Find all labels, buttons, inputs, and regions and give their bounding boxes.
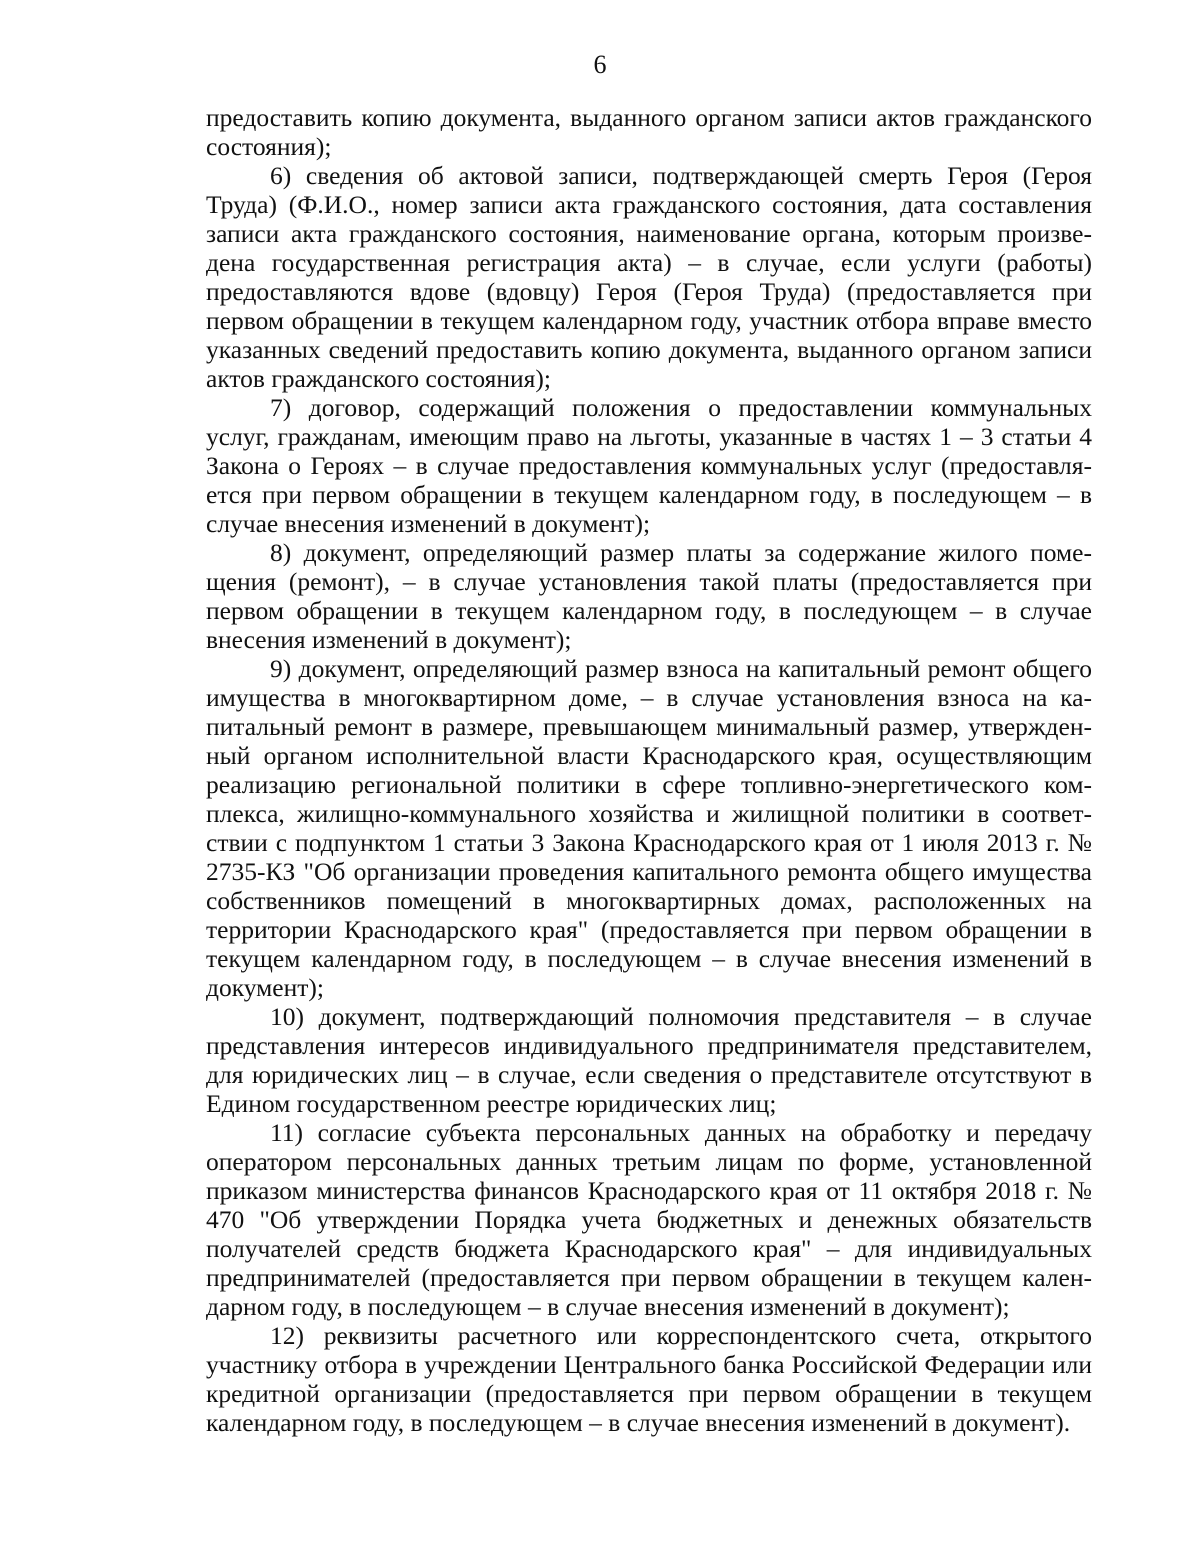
paragraph-item-11: 11) согласие субъекта персональных данных на обработку и передачу оператором персональных данных третьим лицам по форме, установленной приказом министерства финансов Краснодарского края от 11 октября 2018 г. № 470 "Об утверждении Порядка учета бюджетных и денежных обязательств получателей средств бюджета Краснодарского края" – для индивидуальных предпринимателей (предоставляется при первом обращении в текущем календарном году, в последующем – в случае внесения изменений в документ); (206, 1118, 1092, 1321)
paragraph-item-12: 12) реквизиты расчетного или корреспондентского счета, открытого участнику отбора в учреждении Центрального банка Российской Федерации или кредитной организации (предоставляется при первом обращении в текущем календарном году, в последующем – в случае внесения изменений в документ). (206, 1321, 1092, 1437)
paragraph-item-9: 9) документ, определяющий размер взноса на капитальный ремонт общего имущества в многоквартирном доме, – в случае установления взноса на капитальный ремонт в размере, превышающем минимальный размер, утвержденный органом исполнительной власти Краснодарского края, осуществляющим реализацию региональной политики в сфере топливно-энергетического комплекса, жилищно-коммунального хозяйства и жилищной политики в соответствии с подпунктом 1 статьи 3 Закона Краснодарского края от 1 июля 2013 г. № 2735-КЗ "Об организации проведения капитального ремонта общего имущества собственников помещений в многоквартирных домах, расположенных на территории Краснодарского края" (предоставляется при первом обращении в текущем календарном году, в последующем – в случае внесения изменений в документ); (206, 654, 1092, 1002)
document-body (206, 103, 1092, 1437)
paragraph-item-7: 7) договор, содержащий положения о предоставлении коммунальных услуг, гражданам, имеющим право на льготы, указанные в частях 1 – 3 статьи 4 Закона о Героях – в случае предоставления коммунальных услуг (предоставляется при первом обращении в текущем календарном году, в последующем – в случае внесения изменений в документ); (206, 393, 1092, 538)
paragraph-item-10: 10) документ, подтверждающий полномочия представителя – в случае представления интересов индивидуального предпринимателя представителем, для юридических лиц – в случае, если сведения о представителе отсутствуют в Едином государственном реестре юридических лиц; (206, 1002, 1092, 1118)
paragraph-item-6: 6) сведения об актовой записи, подтверждающей смерть Героя (Героя Труда) (Ф.И.О., номер записи акта гражданского состояния, дата составления записи акта гражданского состояния, наименование органа, которым произведена государственная регистрация акта) – в случае, если услуги (работы) предоставляются вдове (вдовцу) Героя (Героя Труда) (предоставляется при первом обращении в текущем календарном году, участник отбора вправе вместо указанных сведений предоставить копию документа, выданного органом записи актов гражданского состояния); (206, 161, 1092, 393)
paragraph-item-8: 8) документ, определяющий размер платы за содержание жилого помещения (ремонт), – в случае установления такой платы (предоставляется при первом обращении в текущем календарном году, в последующем – в случае внесения изменений в документ); (206, 538, 1092, 654)
page-number: 6 (593, 50, 607, 79)
paragraph-continuation: предоставить копию документа, выданного органом записи актов гражданского состояния); (206, 103, 1092, 161)
